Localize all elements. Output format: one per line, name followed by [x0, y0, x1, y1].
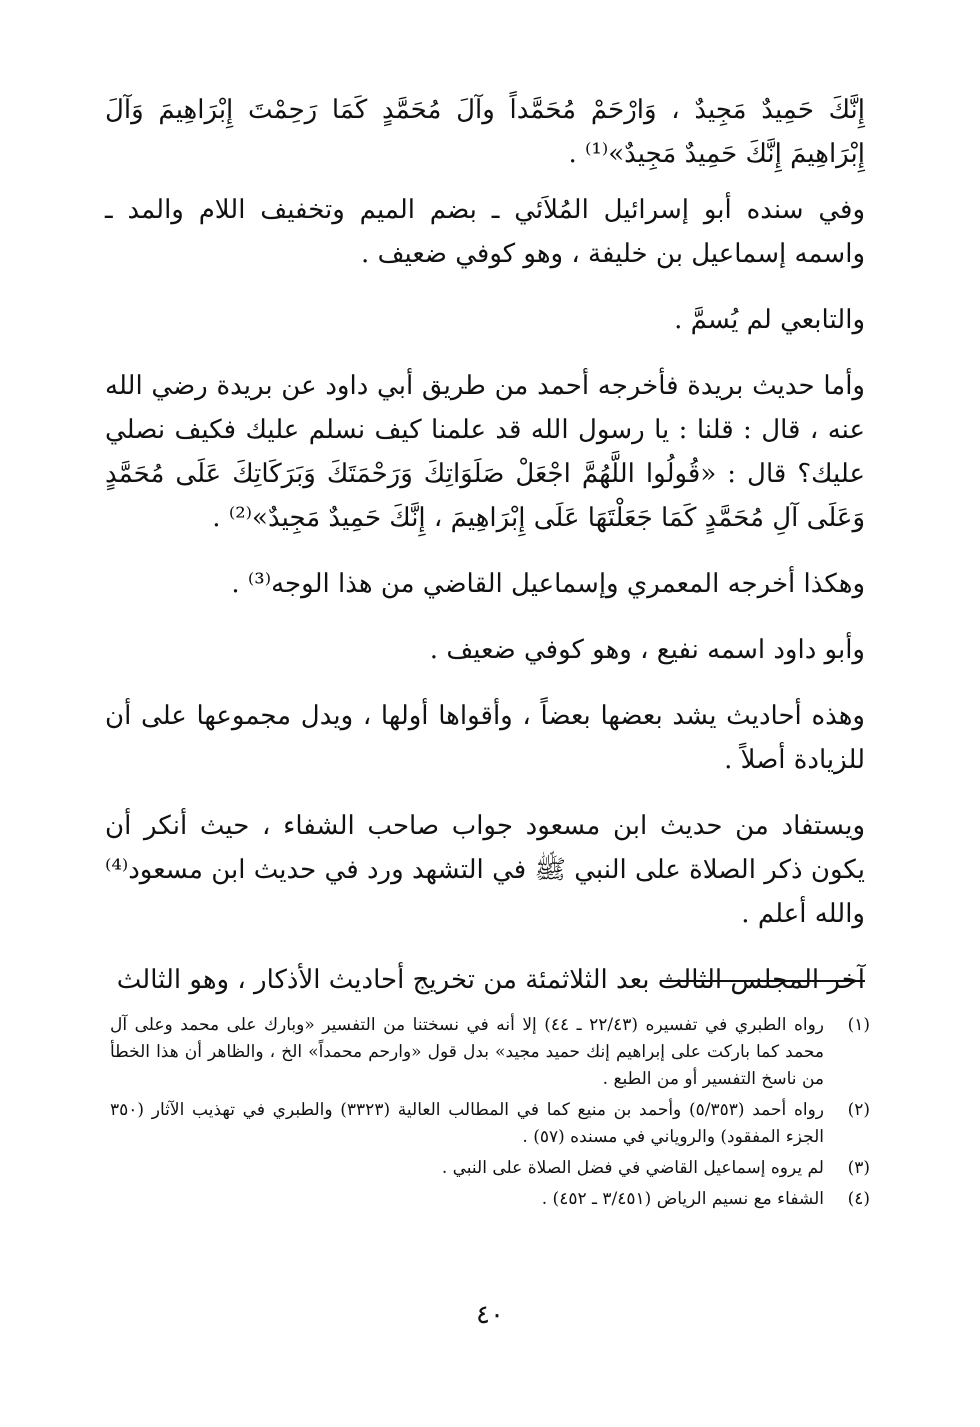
footnote-text: لم يروه إسماعيل القاضي في فضل الصلاة على النبي . [441, 1158, 824, 1178]
footnote-number: (٤) [847, 1189, 870, 1209]
paragraph-chain-note: وفي سنده أبو إسرائيل المُلاَئي ـ بضم الميم وتخفيف اللام والمد ـ واسمه إسماعيل بن خليفة ، وهو كوفي ضعيف . [105, 195, 865, 269]
footnotes [110, 1012, 870, 1217]
footnote-text: الشفاء مع نسيم الرياض (٣/٤٥١ ـ ٤٥٢) . [541, 1189, 824, 1209]
paragraph-session-end: آخر المجلس الثالث بعد الثلاثمئة من تخريج أحاديث الأذكار ، وهو الثالث [116, 965, 865, 995]
footnote-text: رواه أحمد (٥/٣٥٣) وأحمد بن منيع كما في المطالب العالية (٣٣٢٣) والطبري في تهذيب الآثار (٣٥٠ الجزء المفقود) والروياني في مسنده (٥٧) . [110, 1100, 825, 1147]
footnote-divider [660, 980, 865, 982]
page-number: ٤٠ [476, 1300, 504, 1330]
paragraph-buraydah-hadith: وأما حديث بريدة فأخرجه أحمد من طريق أبي داود عن بريدة رضي الله عنه ، قال : قلنا : يا رسول الله قد علمنا كيف نسلم عليك فكيف نصلي عليك؟ قال : «قُولُوا اللَّهُمَّ اجْعَلْ صَلَوَاتِكَ وَرَحْمَتَكَ وَبَرَكَاتِكَ عَلَى مُحَمَّدٍ وَعَلَى آلِ مُحَمَّدٍ كَمَا جَعَلْتَهَا عَلَى إِبْرَاهِيمَ ، إِنَّكَ حَمِيدٌ مَجِيدٌ»⁽²⁾ . [105, 371, 865, 533]
footnote-number: (١) [847, 1015, 870, 1035]
footnote-4 [110, 1186, 870, 1213]
paragraph-tabii-note: والتابعي لم يُسمَّ . [674, 305, 865, 335]
footnote-number: (٣) [847, 1158, 870, 1178]
paragraph-abu-dawud-note: وأبو داود اسمه نفيع ، وهو كوفي ضعيف . [429, 635, 865, 665]
footnote-number: (٢) [847, 1100, 870, 1120]
main-text [105, 88, 865, 1002]
footnote-1 [110, 1012, 870, 1093]
footnote-2 [110, 1097, 870, 1151]
footnote-text: رواه الطبري في تفسيره (٢٢/٤٣ ـ ٤٤) إلا أنه في نسختنا من التفسير «وبارك على محمد وعلى آل محمد كما باركت على إبراهيم إنك حميد مجيد» بدل قول «وارحم محمداً» الخ ، والظاهر أن هذا الخطأ من ناسخ التفسير أو من الطبع . [110, 1015, 824, 1089]
paragraph-prayer-continuation: إِنَّكَ حَمِيدٌ مَجِيدٌ ، وَارْحَمْ مُحَمَّداً وآلَ مُحَمَّدٍ كَمَا رَحِمْتَ إِبْرَاهِيمَ وَآلَ إِبْرَاهِيمَ إِنَّكَ حَمِيدٌ مَجِيدٌ»⁽¹⁾ . [105, 95, 865, 169]
paragraph-ibn-masud-benefit: ويستفاد من حديث ابن مسعود جواب صاحب الشفاء ، حيث أنكر أن يكون ذكر الصلاة على النبي ﷺ في التشهد ورد في حديث ابن مسعود⁽⁴⁾ والله أعلم . [105, 811, 865, 929]
paragraph-mamari-note: وهكذا أخرجه المعمري وإسماعيل القاضي من هذا الوجه⁽³⁾ . [231, 569, 865, 599]
paragraph-supporting-hadiths: وهذه أحاديث يشد بعضها بعضاً ، وأقواها أولها ، ويدل مجموعها على أن للزيادة أصلاً . [105, 701, 865, 775]
footnote-3 [110, 1155, 870, 1182]
